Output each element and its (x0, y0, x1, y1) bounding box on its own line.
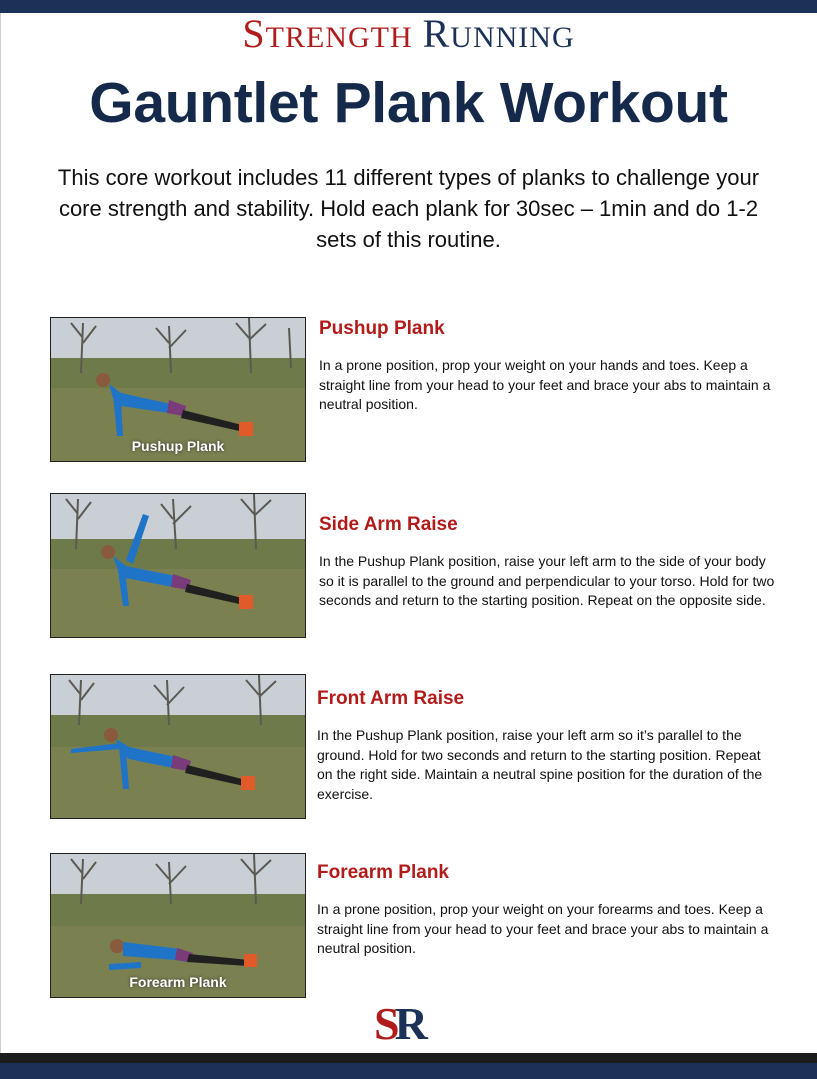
exercise-description: In a prone position, prop your weight on your forearms and toes. Keep a straight line from your head to your feet and brace your abs to maintain a neutral position. (317, 901, 769, 956)
exercise-photo-front-arm-raise (50, 674, 306, 819)
photo-caption: Forearm Plank (129, 974, 227, 990)
exercise-photo-side-arm-raise (50, 493, 306, 638)
bottom-accent-bar (0, 1053, 817, 1079)
top-accent-bar (0, 0, 817, 13)
brand-header: STRENGTH RUNNING (242, 11, 575, 56)
exercise-description: In the Pushup Plank position, raise your left arm to the side of your body so it is parallel to the ground and perpendicular to your torso. Hold for two seconds and return to the starting position. Repeat on the opposite side. (319, 553, 775, 608)
exercise-photo-forearm-plank (50, 853, 306, 998)
exercise-photo-pushup-plank (50, 317, 306, 462)
exercise-title: Forearm Plank (317, 862, 449, 883)
exercise-description: In the Pushup Plank position, raise your left arm so it’s parallel to the ground. Hold for two seconds and return to the starting position. Repeat on the right side. Maintain a neutral spine position for the duration of the exercise. (317, 727, 763, 802)
sr-logo: SR (374, 998, 423, 1049)
exercise-title: Pushup Plank (319, 318, 445, 339)
exercise-title: Front Arm Raise (317, 688, 465, 709)
intro-paragraph: This core workout includes 11 different types of planks to challenge your core strength and stability. Hold each plank for 30sec – 1min and do 1-2 sets of this routine. (57, 165, 760, 252)
exercise-description: In a prone position, prop your weight on your hands and toes. Keep a straight line from your head to your feet and brace your abs to maintain a neutral position. (319, 357, 771, 412)
exercise-title: Side Arm Raise (319, 514, 458, 535)
page-title: Gauntlet Plank Workout (89, 71, 728, 135)
photo-caption: Pushup Plank (131, 438, 225, 454)
